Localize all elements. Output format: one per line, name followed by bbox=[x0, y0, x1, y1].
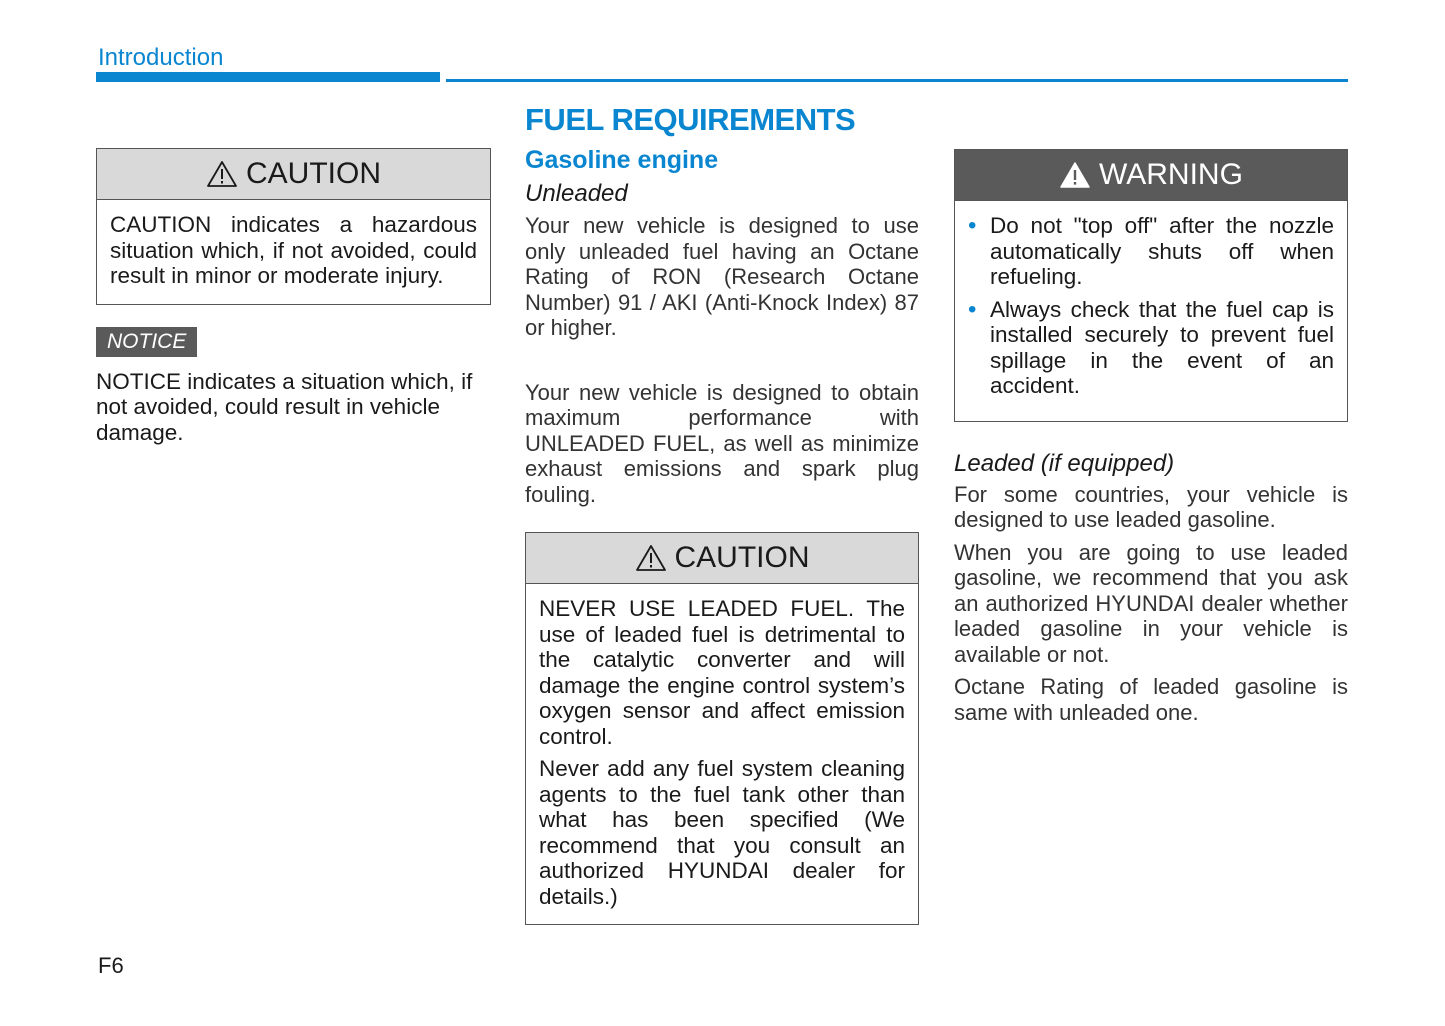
fuel-caution-box bbox=[525, 532, 919, 925]
fuel-caution-header bbox=[526, 533, 918, 584]
caution-text: CAUTION indicates a hazardous situation which, if not avoided, could result in minor or moderate injury. bbox=[110, 212, 477, 288]
warning-list bbox=[968, 213, 1334, 399]
warning-heading: WARNING bbox=[1099, 158, 1243, 191]
unleaded-heading: Unleaded bbox=[525, 180, 628, 207]
unleaded-paragraph-2: Your new vehicle is designed to obtain maximum performance with UNLEADED FUEL, as well as minimize exhaust emissions and spark plug fouling. bbox=[525, 379, 919, 507]
fuel-caution-paragraph-2: Never add any fuel system cleaning agents to the fuel tank other than what has been specified (We recommend that you consult an authorized HYUNDAI dealer for details.) bbox=[539, 756, 905, 909]
leaded-paragraph: Octane Rating of leaded gasoline is same with unleaded one. bbox=[954, 674, 1348, 725]
header-bar-thin bbox=[446, 79, 1348, 82]
notice-text: NOTICE indicates a situation which, if not avoided, could result in vehicle damage. bbox=[96, 368, 473, 445]
leaded-paragraph: When you are going to use leaded gasoline, we recommend that you ask an authorized HYUNDAI dealer whether leaded gasoline in your vehicle is available or not. bbox=[954, 539, 1348, 667]
warning-box-body bbox=[955, 201, 1347, 421]
caution-box-header bbox=[97, 149, 490, 200]
middle-column bbox=[525, 100, 919, 925]
caution-heading: CAUTION bbox=[246, 157, 381, 190]
notice-badge: NOTICE bbox=[96, 327, 197, 357]
warning-filled-triangle-icon bbox=[1059, 161, 1091, 189]
page-number: F6 bbox=[98, 953, 124, 978]
caution-box-body bbox=[97, 200, 490, 304]
warning-item: • Always check that the fuel cap is installed securely to prevent fuel spillage in the event of an accident. bbox=[968, 297, 1334, 399]
warning-item: • Do not "top off" after the nozzle automatically shuts off when refueling. bbox=[968, 213, 1334, 290]
warning-box-header bbox=[955, 150, 1347, 201]
warning-triangle-icon bbox=[635, 544, 667, 572]
fuel-caution-body bbox=[526, 584, 918, 924]
left-column bbox=[96, 148, 491, 445]
right-column bbox=[954, 149, 1348, 725]
fuel-caution-paragraph-1: NEVER USE LEADED FUEL. The use of leaded fuel is detrimental to the catalytic converter and will damage the engine control system’s oxygen sensor and affect emission control. bbox=[539, 596, 905, 749]
warning-box bbox=[954, 149, 1348, 422]
header-bar-thick bbox=[96, 72, 440, 82]
leaded-paragraph: For some countries, your vehicle is designed to use leaded gasoline. bbox=[954, 481, 1348, 532]
section-label: Introduction bbox=[98, 44, 224, 71]
leaded-heading: Leaded (if equipped) bbox=[954, 449, 1175, 477]
subtitle: Gasoline engine bbox=[525, 146, 719, 174]
fuel-caution-heading: CAUTION bbox=[674, 541, 810, 574]
caution-box bbox=[96, 148, 491, 305]
page-title: FUEL REQUIREMENTS bbox=[525, 102, 856, 137]
unleaded-paragraph-1: Your new vehicle is designed to use only unleaded fuel having an Octane Rating of RON (Research Octane Number) 91 / AKI (Anti-Knock Index) 87 or higher. bbox=[525, 213, 919, 340]
warning-triangle-icon bbox=[206, 160, 238, 188]
